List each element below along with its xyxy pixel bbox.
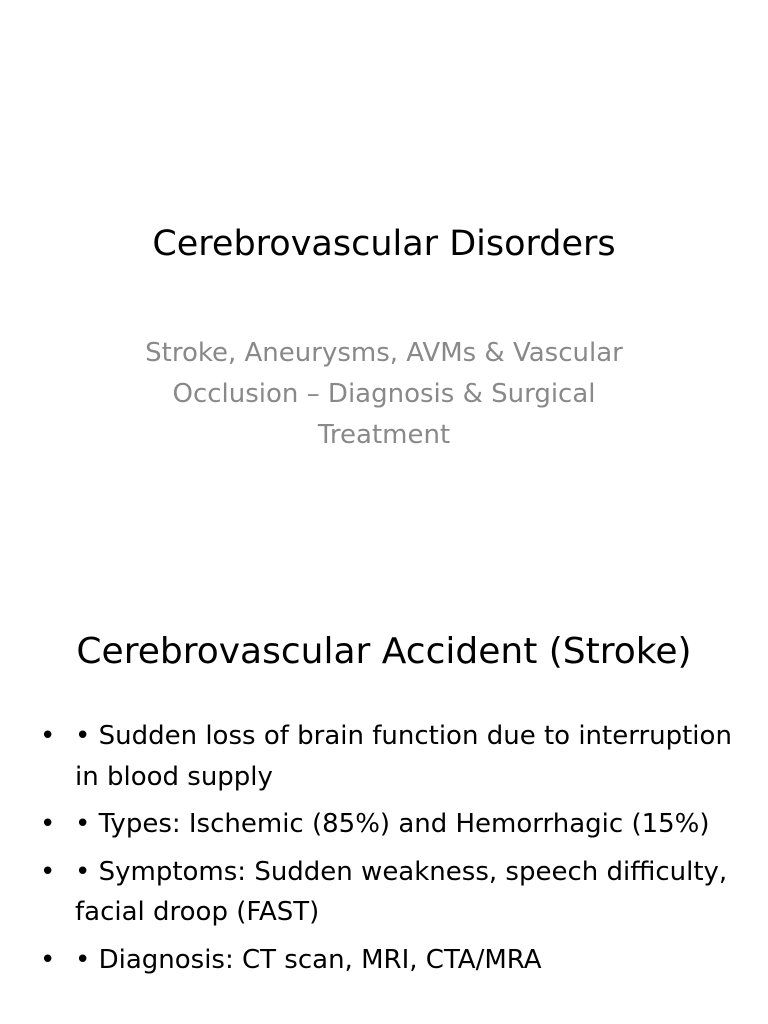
bullet-text: • Types: Ischemic (85%) and Hemorrhagic (15%) [75,809,710,839]
bullet-list [38,716,738,987]
bullet-icon: • [40,721,56,751]
bullet-text: • Symptoms: Sudden weakness, speech difficulty, facial droop (FAST) [75,856,728,927]
bullet-item [38,804,738,845]
bullet-item [38,716,738,797]
slide-subtitle: Stroke, Aneurysms, AVMs & Vascular Occlusion – Diagnosis & Surgical Treatment [145,338,623,450]
bullet-text: • Sudden loss of brain function due to interruption in blood supply [75,721,732,792]
slide-title: Cerebrovascular Disorders [152,224,616,264]
content-slide [0,576,768,1024]
bullet-item [38,940,738,981]
bullet-icon: • [40,944,56,975]
bullet-icon: • [40,856,56,887]
bullet-item [38,852,738,933]
bullet-icon: • [40,809,56,839]
bullet-text: • Diagnosis: CT scan, MRI, CTA/MRA [75,944,542,975]
slide-title: Cerebrovascular Accident (Stroke) [76,631,692,672]
